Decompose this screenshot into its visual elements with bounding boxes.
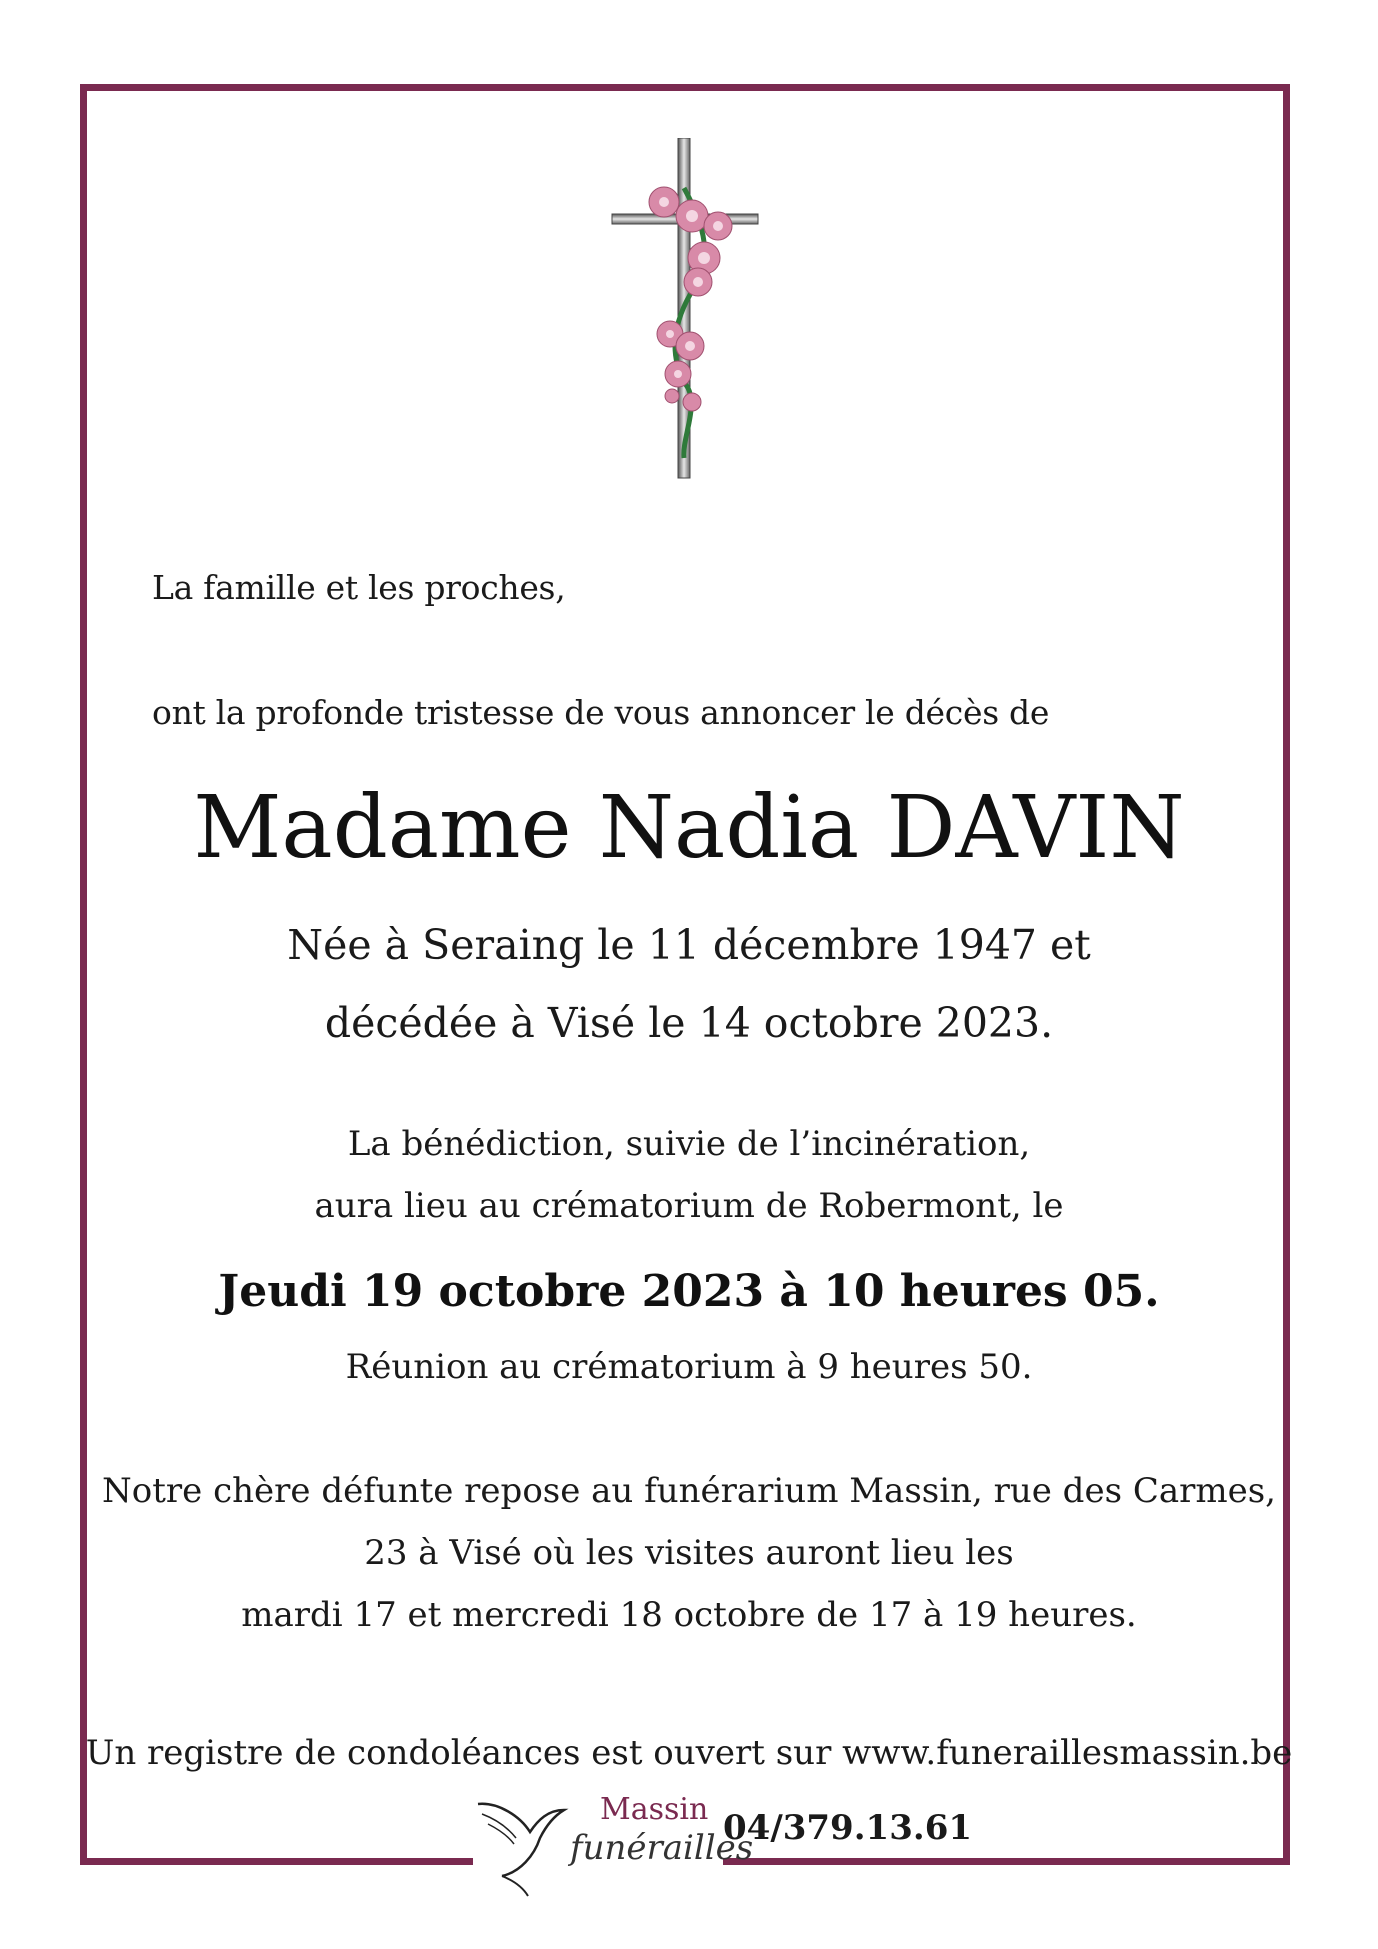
intro-text: La famille et les proches, xyxy=(152,568,566,607)
rest-line-1: Notre chère défunte repose au funérarium Massin, rue des Carmes, xyxy=(102,1471,1276,1511)
meeting-time: Réunion au crématorium à 9 heures 50. xyxy=(345,1347,1033,1387)
rest-line-3: mardi 17 et mercredi 18 octobre de 17 à 19 heures. xyxy=(241,1595,1137,1635)
birth-line: Née à Seraing le 11 décembre 1947 et xyxy=(287,921,1091,969)
phone-number: 04/379.13.61 xyxy=(723,1808,973,1848)
ceremony-line-1: La bénédiction, suivie de l’incinération, xyxy=(347,1124,1031,1164)
ceremony-line-2: aura lieu au crématorium de Robermont, le xyxy=(314,1186,1064,1226)
funeral-logo xyxy=(468,1780,754,1902)
announce-text: ont la profonde tristesse de vous annoncer le décès de xyxy=(152,693,1050,732)
rest-line-2: 23 à Visé où les visites auront lieu les xyxy=(364,1533,1014,1573)
death-line: décédée à Visé le 14 octobre 2023. xyxy=(324,999,1054,1047)
deceased-name: Madame Nadia DAVIN xyxy=(193,778,1185,878)
cross-icon xyxy=(608,138,764,484)
logo-massin: Massin xyxy=(600,1792,709,1827)
ceremony-date: Jeudi 19 octobre 2023 à 10 heures 05. xyxy=(218,1266,1160,1317)
register-text: Un registre de condoléances est ouvert sur www.funeraillesmassin.be xyxy=(85,1733,1293,1773)
dove-icon xyxy=(468,1780,578,1902)
logo-funerailles: funérailles xyxy=(570,1828,754,1868)
